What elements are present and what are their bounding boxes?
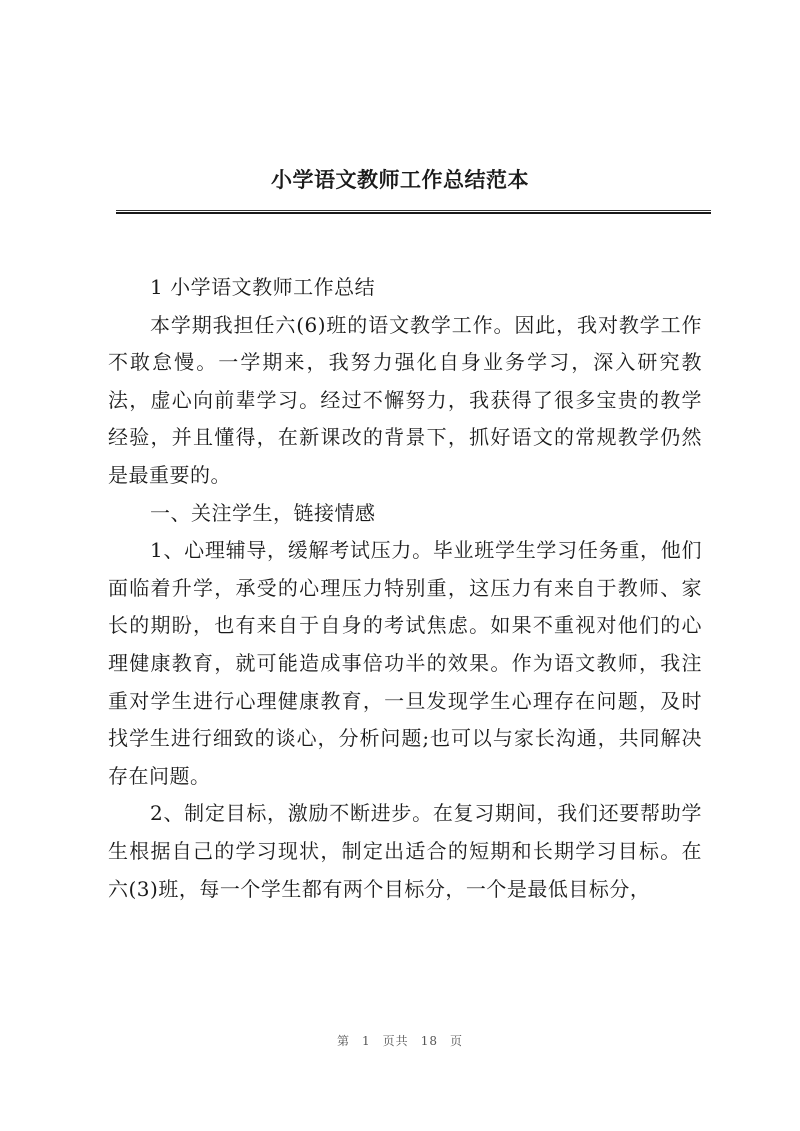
page-footer [0,1032,800,1049]
footer-middle: 页共 [382,1034,409,1048]
section-heading-focus-students: 一、关注学生，链接情感 [150,500,376,525]
footer-prefix: 第 [337,1034,351,1048]
paragraph-set-goals: 2、制定目标，激励不断进步。在复习期间，我们还要帮助学生根据自己的学习现状，制定出适合的短期和长期学习目标。在六(3)班，每一个学生都有两个目标分，一个是最低目标分， [108,801,702,901]
title-divider [116,210,711,214]
footer-total-pages: 18 [420,1034,438,1048]
section-heading-1: 1 小学语文教师工作总结 [150,275,376,299]
document-body [108,269,702,908]
footer-page-number: 1 [362,1034,371,1048]
paragraph-psychological-counseling: 1、心理辅导，缓解考试压力。毕业班学生学习任务重，他们面临着升学，承受的心理压力特别重，这压力有来自于教师、家长的期盼，也有来自于自身的考试焦虑。如果不重视对他们的心理健康教育，就可能造成事倍功半的效果。作为语文教师，我注重对学生进行心理健康教育，一旦发现学生心理存在问题，及时找学生进行细致的谈心，分析问题;也可以与家长沟通，共同解决存在问题。 [108,538,702,788]
intro-paragraph: 本学期我担任六(6)班的语文教学工作。因此，我对教学工作不敢怠慢。一学期来，我努力强化自身业务学习，深入研究教法，虚心向前辈学习。经过不懈努力，我获得了很多宝贵的教学经验，并且懂得，在新课改的背景下，抓好语文的常规教学仍然是最重要的。 [108,312,702,487]
footer-suffix: 页 [449,1034,463,1048]
document-title: 小学语文教师工作总结范本 [271,167,529,192]
